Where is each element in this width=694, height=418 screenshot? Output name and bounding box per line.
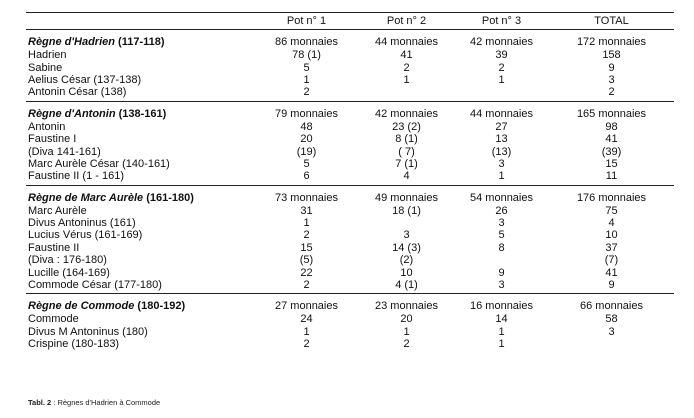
coin-count-cell: 2 bbox=[403, 338, 410, 351]
coin-count-cell bbox=[454, 86, 549, 101]
coin-count-cell: 10 bbox=[400, 266, 413, 279]
coin-count-cell: (39) bbox=[601, 145, 622, 158]
reign-total-cell: 27 monnaies bbox=[275, 300, 338, 313]
ruler-name-cell: Sabine bbox=[28, 61, 63, 74]
coin-count-cell: 7 (1) bbox=[395, 157, 418, 170]
coin-count-cell: 4 (1) bbox=[359, 279, 454, 294]
coin-count-cell: 9 bbox=[498, 266, 505, 279]
coin-count-cell: 8 (1) bbox=[395, 133, 418, 146]
coin-count-cell bbox=[454, 254, 549, 266]
coin-table bbox=[26, 12, 674, 350]
coin-count-cell: 23 (2) bbox=[392, 120, 421, 133]
coin-count-cell: 3 bbox=[454, 279, 549, 294]
table-row bbox=[26, 133, 674, 145]
coin-count-cell: 18 (1) bbox=[392, 204, 421, 217]
coin-count-cell: 2 bbox=[549, 86, 674, 101]
table-row bbox=[26, 313, 674, 325]
ruler-name-cell: (Diva : 176-180) bbox=[28, 254, 107, 267]
reign-dates: (161-180) bbox=[146, 191, 194, 204]
reign-total-cell: 44 monnaies bbox=[375, 36, 438, 48]
coin-count-cell: 37 bbox=[605, 241, 618, 254]
ruler-name-cell: Crispine (180-183) bbox=[28, 338, 120, 351]
table-row bbox=[26, 217, 674, 229]
coin-count-cell: 5 bbox=[498, 229, 505, 242]
coin-count-cell: 9 bbox=[608, 61, 615, 74]
ruler-name-cell: Faustine I bbox=[28, 133, 77, 146]
reign-total-cell: 44 monnaies bbox=[470, 107, 533, 120]
reign-total-cell: 79 monnaies bbox=[275, 107, 338, 120]
coin-count-cell: 14 bbox=[495, 313, 508, 326]
coin-count-cell: 3 bbox=[498, 217, 505, 230]
coin-count-cell: 2 bbox=[303, 338, 310, 351]
coin-count-cell: 15 bbox=[605, 157, 618, 170]
header-pot-3: Pot n° 3 bbox=[454, 13, 549, 30]
ruler-name-cell: (Diva 141-161) bbox=[28, 145, 101, 158]
coin-count-cell: 3 bbox=[608, 73, 615, 86]
ruler-name-cell: Aelius César (137-138) bbox=[28, 73, 142, 86]
reign-total-cell: 172 monnaies bbox=[576, 36, 647, 48]
table-caption bbox=[28, 398, 160, 407]
caption-label: Tabl. 2 bbox=[28, 398, 52, 407]
reign-total-cell: 86 monnaies bbox=[275, 36, 338, 48]
reign-dates: (117-118) bbox=[118, 36, 165, 48]
coin-count-cell: 1 bbox=[498, 73, 505, 86]
reign-total-cell: 176 monnaies bbox=[576, 191, 647, 204]
coin-count-cell: 3 bbox=[608, 325, 615, 338]
reign-total-cell: 165 monnaies bbox=[576, 107, 647, 120]
header-pot-1: Pot n° 1 bbox=[254, 13, 359, 30]
coin-count-cell: 20 bbox=[400, 313, 413, 326]
coin-count-cell: 4 bbox=[359, 170, 454, 185]
table-row bbox=[26, 338, 674, 350]
ruler-name-cell: Faustine II bbox=[28, 241, 80, 254]
coin-count-cell bbox=[359, 86, 454, 101]
table-row bbox=[26, 326, 674, 338]
ruler-name-cell: Antonin César (138) bbox=[26, 86, 254, 101]
reign-name: Règne de Commode bbox=[28, 300, 135, 313]
coin-count-cell: 2 bbox=[403, 61, 410, 74]
reign-total-cell: 16 monnaies bbox=[470, 300, 533, 313]
ruler-name-cell: Divus Antoninus (161) bbox=[28, 217, 136, 230]
ruler-name-cell: Commode bbox=[28, 313, 79, 326]
reign-title bbox=[26, 30, 254, 50]
reign-header-row bbox=[26, 294, 674, 314]
coin-count-cell: 1 bbox=[403, 325, 410, 338]
coin-count-cell: 58 bbox=[605, 313, 618, 326]
coin-count-cell: 2 bbox=[254, 279, 359, 294]
reign-total-cell: 66 monnaies bbox=[580, 300, 643, 313]
coin-count-cell: 26 bbox=[495, 204, 508, 217]
coin-count-cell: 31 bbox=[300, 204, 313, 217]
ruler-name-cell: Marc Aurèle César (140-161) bbox=[28, 157, 170, 170]
reign-title bbox=[26, 101, 254, 121]
coin-count-cell: 24 bbox=[300, 313, 313, 326]
header-row bbox=[26, 13, 674, 30]
coin-count-cell: 41 bbox=[400, 49, 413, 62]
coin-count-cell: 5 bbox=[303, 157, 310, 170]
header-total: TOTAL bbox=[549, 13, 674, 30]
coin-count-cell: 41 bbox=[605, 133, 618, 146]
reign-name: Règne de Marc Aurèle bbox=[28, 191, 144, 204]
coin-count-cell: (19) bbox=[296, 145, 317, 158]
coin-count-cell: 78 (1) bbox=[292, 49, 321, 62]
reign-header-row bbox=[26, 30, 674, 50]
coin-count-cell: 15 bbox=[300, 241, 313, 254]
coin-count-cell: 1 bbox=[303, 73, 310, 86]
coin-count-cell: 20 bbox=[300, 133, 313, 146]
table-row bbox=[26, 158, 674, 170]
coin-count-cell: 1 bbox=[498, 338, 505, 351]
coin-count-cell: 1 bbox=[303, 217, 310, 230]
coin-count-cell: (5) bbox=[299, 254, 314, 267]
coin-count-cell: 4 bbox=[608, 217, 615, 230]
reign-header-row bbox=[26, 185, 674, 205]
table-row bbox=[26, 205, 674, 217]
reign-dates: (180-192) bbox=[137, 300, 186, 313]
ruler-name-cell: Lucille (164-169) bbox=[28, 266, 110, 279]
coin-count-cell: (13) bbox=[491, 145, 512, 158]
ruler-name-cell: Lucius Vérus (161-169) bbox=[28, 229, 143, 242]
coin-count-cell: 1 bbox=[454, 170, 549, 185]
table-row bbox=[26, 170, 674, 185]
reign-dates: (138-161) bbox=[118, 107, 167, 120]
ruler-name-cell: Antonin bbox=[28, 120, 66, 133]
coin-count-cell: ( 7) bbox=[398, 145, 415, 158]
coin-count-cell: 9 bbox=[549, 279, 674, 294]
coin-count-cell: 158 bbox=[602, 49, 621, 62]
ruler-name-cell: Commode César (177-180) bbox=[26, 279, 254, 294]
coin-count-cell: 5 bbox=[303, 61, 310, 74]
table-row bbox=[26, 145, 674, 157]
coin-count-cell: 1 bbox=[403, 73, 410, 86]
reign-title bbox=[26, 185, 254, 205]
coin-count-cell: 22 bbox=[300, 266, 313, 279]
coin-count-cell: 41 bbox=[605, 266, 618, 279]
coin-count-cell: 3 bbox=[403, 229, 410, 242]
coin-count-cell: 14 (3) bbox=[392, 241, 421, 254]
coin-count-cell: 3 bbox=[498, 157, 505, 170]
coin-count-cell: 98 bbox=[605, 120, 618, 133]
ruler-name-cell: Hadrien bbox=[28, 49, 67, 62]
table-row bbox=[26, 49, 674, 61]
reign-total-cell: 73 monnaies bbox=[275, 191, 338, 204]
table-row bbox=[26, 229, 674, 241]
reign-total-cell: 23 monnaies bbox=[375, 300, 438, 313]
coin-count-cell: 2 bbox=[498, 61, 505, 74]
coin-count-cell: 2 bbox=[254, 86, 359, 101]
table-body bbox=[26, 30, 674, 351]
reign-title bbox=[26, 294, 254, 314]
coin-count-cell: 8 bbox=[498, 241, 505, 254]
coin-count-cell: 75 bbox=[605, 204, 618, 217]
table-row bbox=[26, 121, 674, 133]
coin-count-cell bbox=[359, 217, 454, 229]
table-row bbox=[26, 279, 674, 294]
reign-name: Règne d'Antonin bbox=[28, 107, 116, 120]
table-row bbox=[26, 242, 674, 254]
table-row bbox=[26, 74, 674, 86]
coin-count-cell: 13 bbox=[495, 133, 508, 146]
caption-text: : Règnes d'Hadrien à Commode bbox=[51, 398, 161, 407]
reign-total-cell: 49 monnaies bbox=[375, 191, 438, 204]
ruler-name-cell: Faustine II (1 - 161) bbox=[26, 170, 254, 185]
coin-count-cell: 6 bbox=[254, 170, 359, 185]
coin-count-cell: 48 bbox=[300, 120, 313, 133]
coin-count-cell: 1 bbox=[498, 325, 505, 338]
table-row bbox=[26, 61, 674, 73]
coin-count-cell: 39 bbox=[495, 49, 508, 62]
coin-count-cell: 10 bbox=[605, 229, 618, 242]
table-row bbox=[26, 266, 674, 278]
coin-count-cell: (7) bbox=[604, 254, 619, 267]
header-pot-2: Pot n° 2 bbox=[359, 13, 454, 30]
ruler-name-cell: Marc Aurèle bbox=[28, 204, 87, 217]
coin-count-cell: 1 bbox=[303, 325, 310, 338]
coin-count-cell bbox=[549, 338, 674, 350]
table-row bbox=[26, 86, 674, 101]
coin-count-cell: 2 bbox=[303, 229, 310, 242]
reign-total-cell: 54 monnaies bbox=[470, 191, 533, 204]
reign-header-row bbox=[26, 101, 674, 121]
coin-count-cell: 27 bbox=[495, 120, 508, 133]
reign-total-cell: 42 monnaies bbox=[470, 36, 533, 48]
table-row bbox=[26, 254, 674, 266]
ruler-name-cell: Divus M Antoninus (180) bbox=[28, 325, 148, 338]
coin-count-cell: 11 bbox=[549, 170, 674, 185]
header-cell bbox=[26, 13, 254, 30]
reign-total-cell: 42 monnaies bbox=[375, 107, 438, 120]
coin-count-cell: (2) bbox=[399, 254, 414, 267]
reign-name: Règne d'Hadrien bbox=[28, 36, 115, 48]
